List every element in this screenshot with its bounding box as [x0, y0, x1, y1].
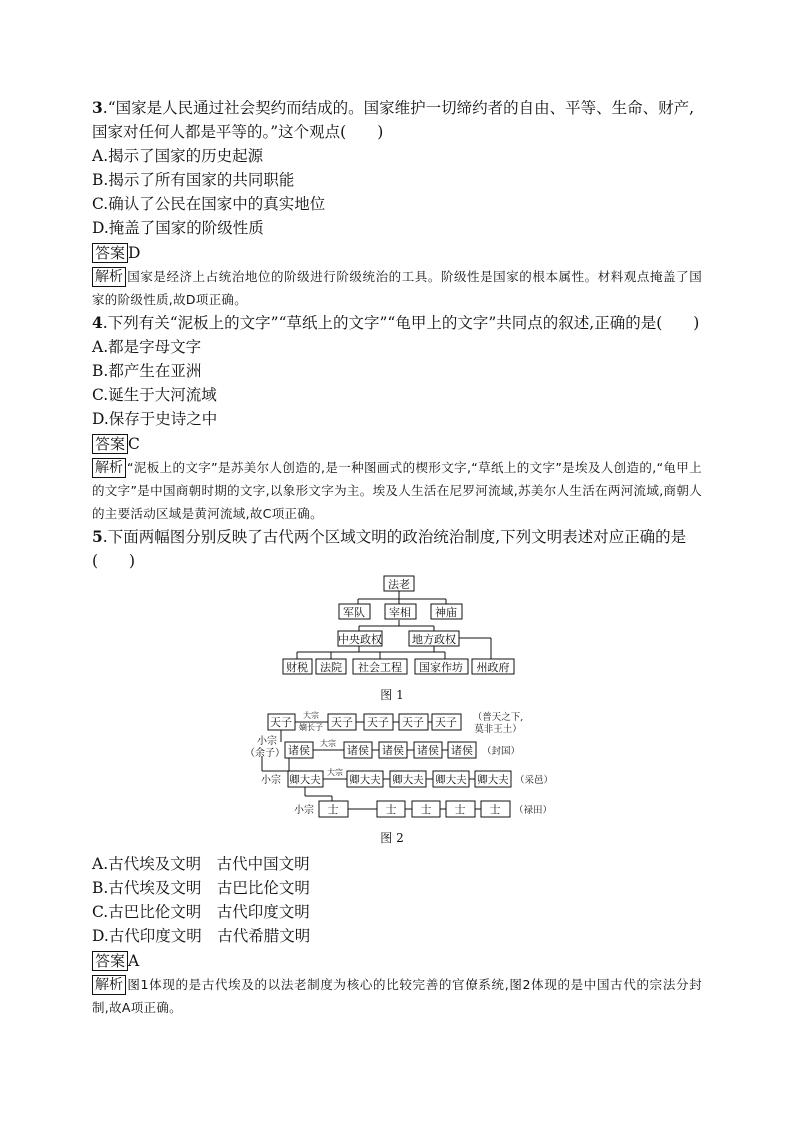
fig1-l4-3: 国家作坊 — [419, 661, 463, 674]
fig2-row3-box-4: 卿大夫 — [477, 774, 509, 786]
analysis-text: “泥板上的文字”是苏美尔人创造的,是一种图画式的楔形文字,“草纸上的文字”是埃及人创造的,“龟甲上的文字”是中国商朝时期的文字,以象形文字为主。埃及人生活在尼罗河流域,苏美尔人生活在两河流域,商朝人的主要活动区域是黄河流域,故C项正确。 — [92, 460, 702, 521]
analysis-text: 国家是经济上占统治地位的阶级进行阶级统治的工具。阶级性是国家的根本属性。材料观点掩盖了国家的阶级性质,故D项正确。 — [92, 269, 702, 307]
analysis-tag: 解析 — [92, 975, 126, 995]
fig2-row1-note-line1: （普天之下, — [472, 712, 524, 723]
question-text: .“国家是人民通过社会契约而结成的。国家维护一切缔约者的自由、平等、生命、财产,国家对任何人都是平等的。”这个观点( ) — [92, 99, 695, 141]
answer-line — [92, 432, 702, 456]
fig2-row2-box-2: 诸侯 — [382, 744, 404, 757]
option-d[interactable]: D.古代印度文明 古代希腊文明 — [92, 927, 311, 945]
option-c[interactable]: C.诞生于大河流域 — [92, 386, 217, 404]
question-text: .下面两幅图分别反映了古代两个区域文明的政治统治制度,下列文明表述对应正确的是( ) — [92, 528, 687, 570]
fig1-l2-1: 宰相 — [389, 606, 411, 619]
question-3 — [92, 96, 702, 311]
fig2-row1-box-1: 天子 — [367, 716, 389, 729]
answer-line — [92, 949, 702, 973]
fig2-row4-box-0: 士 — [327, 803, 339, 816]
fig2-row3-box-2: 卿大夫 — [392, 774, 424, 786]
fig1-l4-0: 财税 — [286, 661, 308, 674]
fig1-l2-0: 军队 — [343, 606, 365, 619]
document-page — [92, 96, 702, 1019]
fig2-row3-link: 大宗 — [327, 768, 343, 777]
answer-value: A — [128, 952, 140, 970]
option-a[interactable]: A.揭示了国家的历史起源 — [92, 147, 264, 165]
fig1-caption: 图 1 — [380, 688, 404, 702]
option-d[interactable]: D.保存于史诗之中 — [92, 410, 218, 428]
fig1-l4-1: 法院 — [320, 661, 342, 674]
fig1-l3-1: 地方政权 — [412, 633, 456, 646]
fig2-row1-note-line2: 莫非王土） — [474, 724, 522, 735]
fig2-row3-box-1: 卿大夫 — [349, 774, 381, 786]
option-b[interactable]: B.揭示了所有国家的共同职能 — [92, 171, 295, 189]
fig2-row2-box-3: 诸侯 — [417, 744, 439, 757]
fig2-row3-box-3: 卿大夫 — [435, 774, 467, 786]
fig2-row2-box-4: 诸侯 — [451, 744, 473, 757]
fig2-row4-left: 小宗 — [294, 805, 314, 816]
fig2-row1-left: 天子 — [270, 716, 292, 729]
analysis-tag: 解析 — [92, 267, 126, 287]
option-b[interactable]: B.都产生在亚洲 — [92, 362, 202, 380]
fig2-row3-left: 小宗 — [261, 775, 281, 786]
question-stem — [92, 311, 702, 335]
question-number: 4 — [92, 313, 103, 332]
option-c[interactable]: C.古巴比伦文明 古代印度文明 — [92, 903, 310, 921]
answer-value: C — [128, 435, 140, 453]
fig2-row1-link-top: 大宗 — [303, 711, 319, 720]
fig2-row1-box-0: 天子 — [331, 716, 353, 729]
fig2-row3-note: （采邑） — [514, 775, 554, 786]
answer-tag: 答案 — [92, 434, 128, 454]
answer-line — [92, 241, 702, 265]
fig2-row2-left-top: 小宗 — [257, 736, 277, 747]
question-number: 3 — [92, 98, 103, 117]
question-4 — [92, 311, 702, 525]
question-stem — [92, 525, 702, 573]
fig1-l2-2: 神庙 — [435, 606, 457, 619]
analysis-text: 图1体现的是古代埃及的以法老制度为核心的比较完善的官僚系统,图2体现的是中国古代的宗法分封制,故A项正确。 — [92, 977, 702, 1015]
fig2-row4-box-2: 士 — [420, 803, 432, 816]
fig1-l3-0: 中央政权 — [338, 633, 382, 646]
fig2-row1-link-bottom: 嫡长子 — [299, 723, 323, 732]
question-stem — [92, 96, 702, 144]
fig2-row2-link: 大宗 — [320, 739, 336, 748]
option-c[interactable]: C.确认了公民在国家中的真实地位 — [92, 195, 326, 213]
question-5 — [92, 525, 702, 1019]
analysis-line — [92, 973, 702, 1019]
fig2-row2-box-1: 诸侯 — [347, 744, 369, 757]
fig2-row1-box-3: 天子 — [435, 716, 457, 729]
fig2-row4-box-1: 士 — [385, 803, 397, 816]
fig2-row1-box-2: 天子 — [402, 716, 424, 729]
fig2-row3-box-0: 卿大夫 — [289, 774, 321, 786]
question-text: .下列有关“泥板上的文字”“草纸上的文字”“龟甲上的文字”共同点的叙述,正确的是( ) — [102, 314, 700, 332]
option-b[interactable]: B.古代埃及文明 古巴比伦文明 — [92, 879, 310, 897]
fig1-l4-2: 社会工程 — [358, 661, 402, 674]
fig1-top-label: 法老 — [388, 578, 410, 591]
figure-1-egypt-bureaucracy — [92, 573, 702, 709]
analysis-line — [92, 456, 702, 525]
fig2-row4-box-4: 士 — [489, 803, 501, 816]
fig2-row2-box-0: 诸侯 — [288, 744, 310, 757]
fig2-row2-note: （封国） — [481, 746, 521, 757]
option-a[interactable]: A.都是字母文字 — [92, 338, 202, 356]
option-d[interactable]: D.掩盖了国家的阶级性质 — [92, 219, 264, 237]
fig1-l4-4: 州政府 — [476, 661, 510, 674]
figure-2-zongfa-system — [92, 709, 702, 849]
fig2-caption: 图 2 — [380, 831, 404, 845]
answer-tag: 答案 — [92, 951, 128, 971]
answer-value: D — [128, 244, 141, 262]
question-number: 5 — [92, 527, 103, 546]
answer-tag: 答案 — [92, 243, 128, 263]
analysis-line — [92, 265, 702, 311]
fig2-row2-left-bottom: （余子） — [245, 748, 285, 759]
option-a[interactable]: A.古代埃及文明 古代中国文明 — [92, 855, 310, 873]
fig2-row4-box-3: 士 — [454, 803, 466, 816]
analysis-tag: 解析 — [92, 458, 126, 478]
fig2-row4-note: （禄田） — [513, 805, 553, 816]
